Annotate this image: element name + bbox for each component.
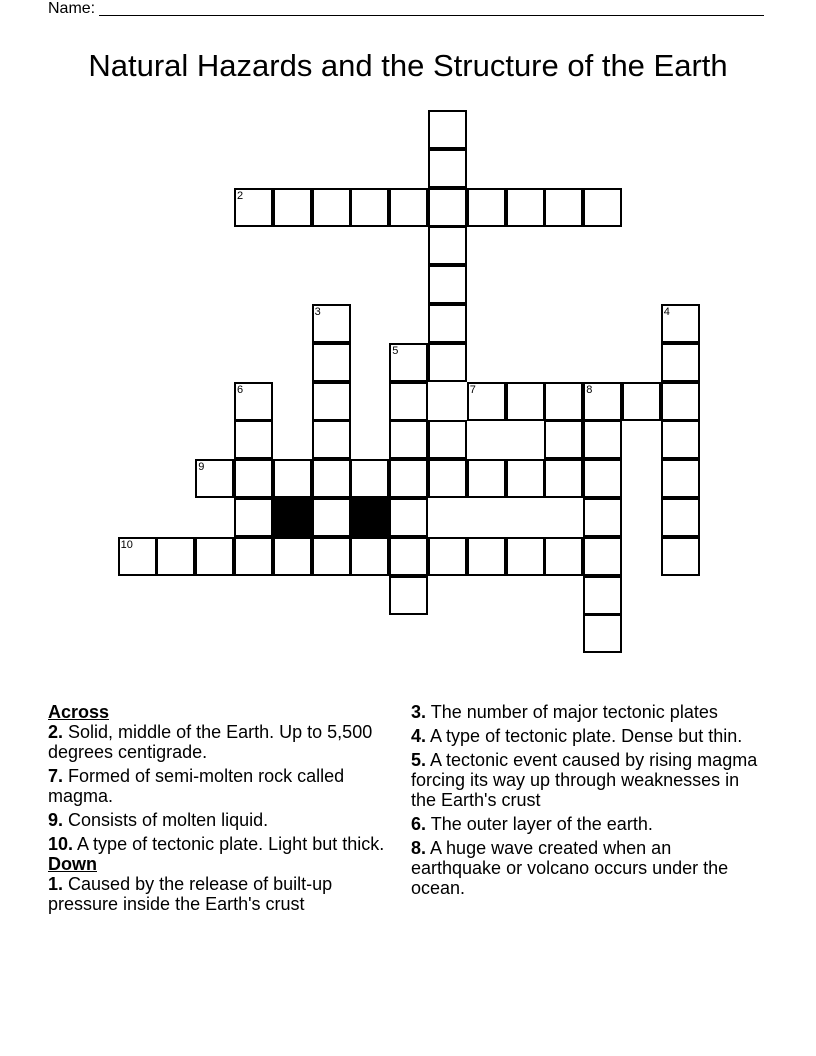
crossword-cell[interactable] bbox=[156, 537, 195, 576]
crossword-cell[interactable] bbox=[195, 459, 234, 498]
crossword-cell[interactable] bbox=[312, 537, 351, 576]
clue-text: A type of tectonic plate. Dense but thin. bbox=[430, 726, 743, 746]
crossword-cell[interactable] bbox=[118, 537, 157, 576]
page-title: Natural Hazards and the Structure of the Earth bbox=[88, 48, 728, 83]
crossword-cell[interactable] bbox=[467, 459, 506, 498]
clue-text: A type of tectonic plate. Light but thick. bbox=[77, 834, 385, 854]
crossword-cell[interactable] bbox=[312, 343, 351, 382]
clue-item bbox=[411, 750, 761, 810]
clue-item bbox=[48, 874, 388, 914]
crossword-cell[interactable] bbox=[312, 498, 351, 537]
crossword-cell[interactable] bbox=[661, 498, 700, 537]
crossword-block bbox=[350, 498, 389, 537]
crossword-cell[interactable] bbox=[428, 459, 467, 498]
crossword-cell[interactable] bbox=[428, 110, 467, 149]
clue-number: 9. bbox=[48, 810, 64, 830]
crossword-cell[interactable] bbox=[312, 459, 351, 498]
clue-number: 8. bbox=[411, 838, 427, 858]
crossword-cell[interactable] bbox=[273, 188, 312, 227]
clue-number: 2. bbox=[48, 722, 64, 742]
clue-number-label: 7 bbox=[469, 383, 476, 396]
clue-number: 4. bbox=[411, 726, 427, 746]
clue-number-label: 8 bbox=[586, 383, 593, 396]
crossword-cell[interactable] bbox=[506, 188, 545, 227]
crossword-cell[interactable] bbox=[661, 304, 700, 343]
clue-text: A huge wave created when an earthquake or volcano occurs under the ocean. bbox=[411, 838, 729, 898]
crossword-cell[interactable] bbox=[544, 459, 583, 498]
crossword-cell[interactable] bbox=[622, 382, 661, 421]
crossword-cell[interactable] bbox=[428, 420, 467, 459]
crossword-block bbox=[273, 498, 312, 537]
crossword-cell[interactable] bbox=[583, 188, 622, 227]
clue-item bbox=[48, 810, 388, 830]
crossword-cell[interactable] bbox=[583, 614, 622, 653]
clue-number-label: 9 bbox=[198, 461, 205, 474]
clue-text: Consists of molten liquid. bbox=[68, 810, 269, 830]
clue-text: Solid, middle of the Earth. Up to 5,500 degrees centigrade. bbox=[48, 722, 373, 762]
crossword-cell[interactable] bbox=[506, 537, 545, 576]
crossword-cell[interactable] bbox=[312, 188, 351, 227]
across-clue-list bbox=[48, 722, 388, 854]
crossword-cell[interactable] bbox=[428, 149, 467, 188]
clue-item bbox=[48, 722, 388, 762]
clue-text: Formed of semi-molten rock called magma. bbox=[48, 766, 345, 806]
crossword-cell[interactable] bbox=[389, 188, 428, 227]
crossword-cell[interactable] bbox=[583, 576, 622, 615]
clue-text: The outer layer of the earth. bbox=[430, 814, 653, 834]
crossword-cell[interactable] bbox=[428, 537, 467, 576]
crossword-cell[interactable] bbox=[583, 382, 622, 421]
clue-number-label: 5 bbox=[392, 344, 399, 357]
clue-number: 10. bbox=[48, 834, 74, 854]
crossword-cell[interactable] bbox=[312, 382, 351, 421]
clue-number-label: 10 bbox=[120, 538, 133, 551]
crossword-cell[interactable] bbox=[312, 304, 351, 343]
crossword-cell[interactable] bbox=[467, 537, 506, 576]
clue-item bbox=[411, 726, 761, 746]
crossword-cell[interactable] bbox=[544, 537, 583, 576]
down-clue-list-left bbox=[48, 874, 388, 914]
crossword-cell[interactable] bbox=[428, 304, 467, 343]
crossword-cell[interactable] bbox=[467, 382, 506, 421]
crossword-cell[interactable] bbox=[234, 537, 273, 576]
down-heading: Down bbox=[48, 854, 97, 874]
crossword-cell[interactable] bbox=[544, 382, 583, 421]
clues-right-column bbox=[411, 702, 761, 902]
crossword-cell[interactable] bbox=[428, 188, 467, 227]
crossword-cell[interactable] bbox=[506, 382, 545, 421]
clues-left-column bbox=[48, 702, 388, 918]
crossword-cell[interactable] bbox=[428, 265, 467, 304]
crossword-cell[interactable] bbox=[389, 537, 428, 576]
crossword-cell[interactable] bbox=[389, 382, 428, 421]
crossword-cell[interactable] bbox=[467, 188, 506, 227]
crossword-cell[interactable] bbox=[661, 420, 700, 459]
crossword-cell[interactable] bbox=[234, 420, 273, 459]
clue-text: A tectonic event caused by rising magma forcing its way up through weaknesses in the Earth's crust bbox=[411, 750, 758, 810]
clue-item bbox=[411, 814, 761, 834]
clue-item bbox=[411, 702, 761, 722]
crossword-cell[interactable] bbox=[428, 226, 467, 265]
clue-number: 5. bbox=[411, 750, 427, 770]
clue-item bbox=[48, 834, 388, 854]
crossword-cell[interactable] bbox=[273, 459, 312, 498]
crossword-cell[interactable] bbox=[350, 459, 389, 498]
clue-number-label: 2 bbox=[237, 189, 244, 202]
crossword-cell[interactable] bbox=[312, 420, 351, 459]
crossword-cell[interactable] bbox=[544, 188, 583, 227]
clue-number: 3. bbox=[411, 702, 427, 722]
clue-item bbox=[411, 838, 761, 898]
crossword-cell[interactable] bbox=[661, 537, 700, 576]
crossword-cell[interactable] bbox=[661, 343, 700, 382]
clue-number-label: 6 bbox=[237, 383, 244, 396]
crossword-cell[interactable] bbox=[583, 537, 622, 576]
crossword-cell[interactable] bbox=[234, 498, 273, 537]
crossword-cell[interactable] bbox=[389, 459, 428, 498]
crossword-cell[interactable] bbox=[583, 459, 622, 498]
clue-number-label: 4 bbox=[663, 306, 670, 318]
crossword-cell[interactable] bbox=[350, 537, 389, 576]
crossword-cell[interactable] bbox=[661, 459, 700, 498]
crossword-cell[interactable] bbox=[583, 420, 622, 459]
crossword-cell[interactable] bbox=[234, 459, 273, 498]
crossword-cell[interactable] bbox=[506, 459, 545, 498]
crossword-cell[interactable] bbox=[234, 382, 273, 421]
crossword-cell[interactable] bbox=[389, 576, 428, 615]
clue-text: Caused by the release of built-up pressure inside the Earth's crust bbox=[48, 874, 333, 914]
clue-number: 7. bbox=[48, 766, 64, 786]
crossword-cell[interactable] bbox=[583, 498, 622, 537]
clue-number: 1. bbox=[48, 874, 64, 894]
crossword-cell[interactable] bbox=[544, 420, 583, 459]
crossword-cell[interactable] bbox=[350, 188, 389, 227]
crossword-cell[interactable] bbox=[428, 343, 467, 382]
crossword-cell[interactable] bbox=[195, 537, 234, 576]
crossword-cell[interactable] bbox=[389, 343, 428, 382]
clue-number-label: 3 bbox=[314, 306, 321, 318]
clue-text: The number of major tectonic plates bbox=[430, 702, 718, 722]
crossword-cell[interactable] bbox=[234, 188, 273, 227]
name-label: Name: bbox=[48, 0, 96, 17]
crossword-cell[interactable] bbox=[661, 382, 700, 421]
crossword-cell[interactable] bbox=[389, 420, 428, 459]
clue-number: 6. bbox=[411, 814, 427, 834]
crossword-cell[interactable] bbox=[273, 537, 312, 576]
across-heading: Across bbox=[48, 702, 110, 722]
clue-item bbox=[48, 766, 388, 806]
crossword-cell[interactable] bbox=[389, 498, 428, 537]
down-clue-list-right bbox=[411, 702, 761, 898]
